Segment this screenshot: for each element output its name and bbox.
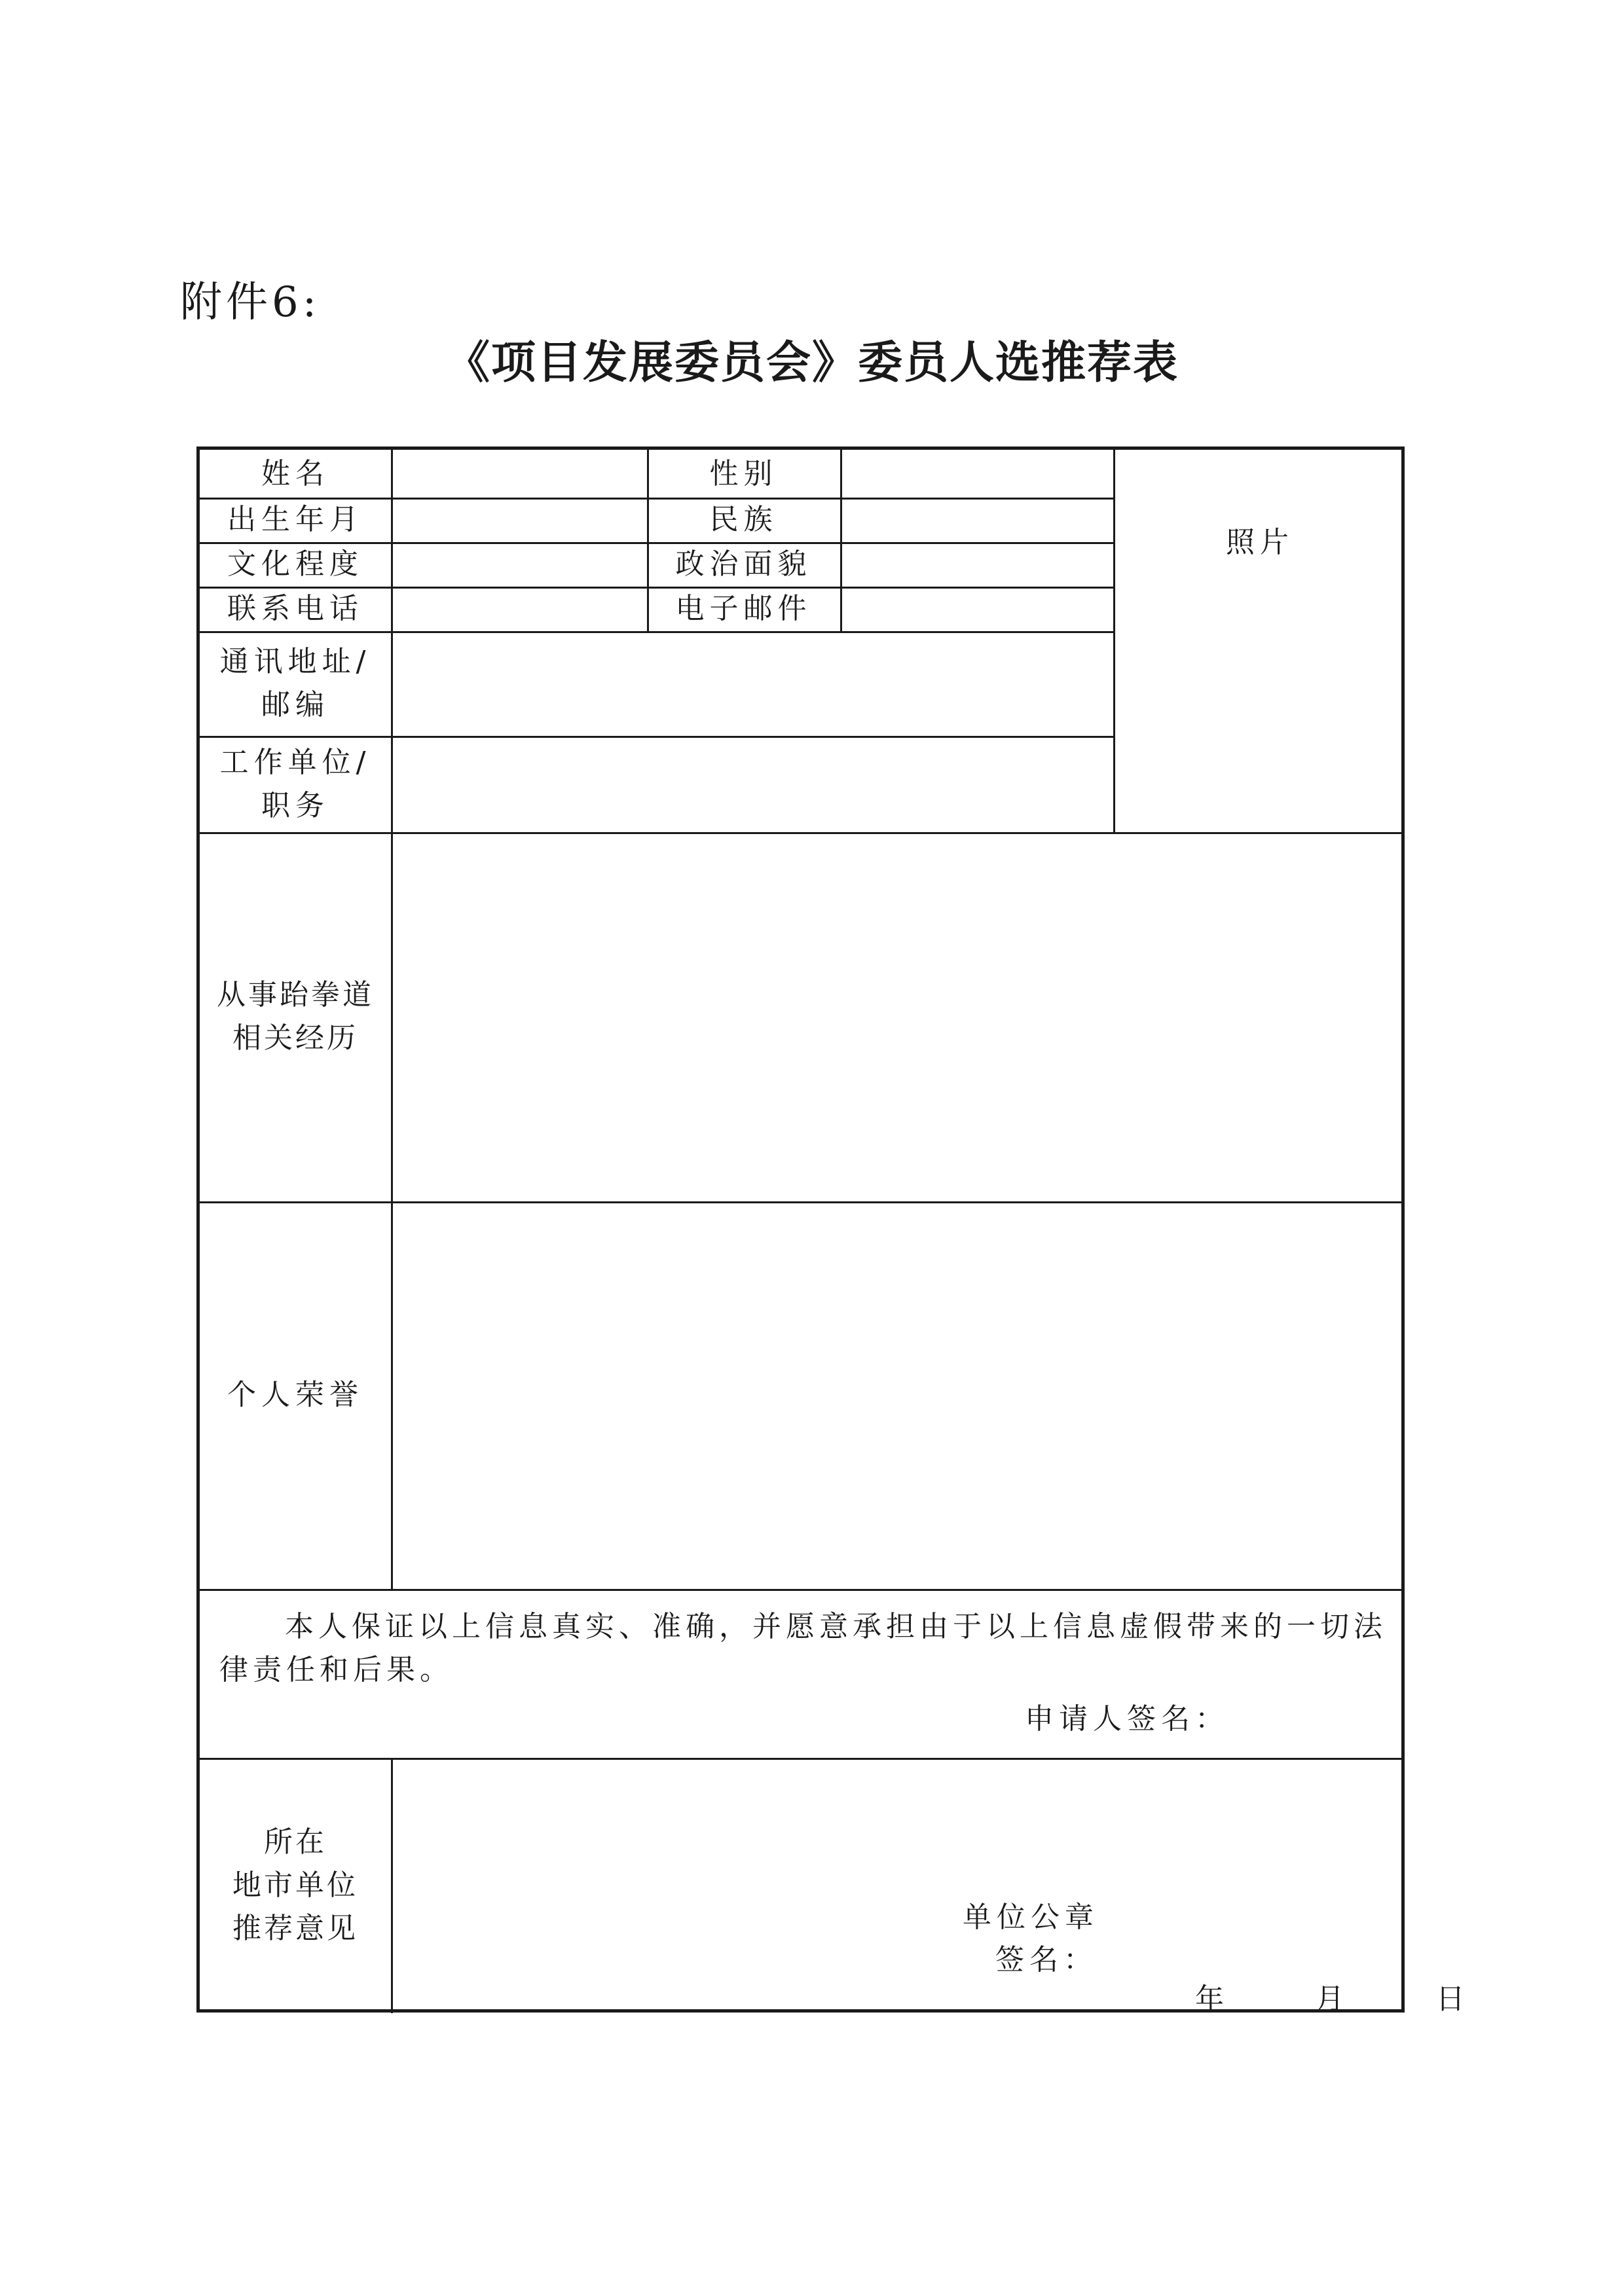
education-label: 文化程度 (227, 547, 363, 581)
grid-line (200, 1589, 1405, 1591)
form-title: 《项目发展委员会》委员人选推荐表 (445, 337, 1179, 389)
email-label: 电子邮件 (675, 592, 812, 625)
name-label: 姓名 (261, 456, 329, 490)
ethnicity-label: 民族 (709, 503, 778, 536)
attachment-label: 附件6: (180, 278, 321, 327)
address-label: 通讯地址/ 邮编 (219, 645, 371, 721)
education-field[interactable] (393, 542, 645, 587)
ethnicity-field[interactable] (842, 498, 1111, 542)
honors-field[interactable] (393, 1203, 1405, 1589)
address-field[interactable] (393, 633, 1111, 736)
email-field[interactable] (842, 587, 1111, 631)
political-field[interactable] (842, 542, 1111, 587)
phone-field[interactable] (393, 587, 645, 631)
experience-label: 从事跆拳道 相关经历 (217, 978, 374, 1055)
signature-label: 签名： (995, 1943, 1098, 1977)
political-label: 政治面貌 (675, 547, 812, 581)
name-field[interactable] (393, 450, 645, 498)
photo-placeholder[interactable] (1115, 450, 1405, 832)
date-label: 年 月 日 (1195, 1982, 1470, 2016)
honors-label: 个人荣誉 (227, 1378, 363, 1412)
unit-seal-label: 单位公章 (963, 1901, 1099, 1934)
photo-label: 照片 (1226, 526, 1294, 559)
applicant-signature-label: 申请人签名： (1025, 1702, 1229, 1736)
work-field[interactable] (393, 738, 1111, 832)
birth-field[interactable] (393, 498, 645, 542)
phone-label: 联系电话 (227, 592, 363, 625)
work-label: 工作单位/ 职务 (219, 745, 371, 822)
recommend-label: 所在 地市单位 推荐意见 (232, 1825, 358, 1945)
declaration-text: 本人保证以上信息真实、准确，并愿意承担由于以上信息虚假带来的一切法律责任和后果。 (219, 1610, 1387, 1686)
gender-field[interactable] (842, 450, 1111, 498)
recommendation-form (196, 446, 1470, 2016)
gender-label: 性别 (709, 456, 778, 490)
experience-field[interactable] (393, 834, 1405, 1201)
birth-label: 出生年月 (227, 503, 363, 536)
